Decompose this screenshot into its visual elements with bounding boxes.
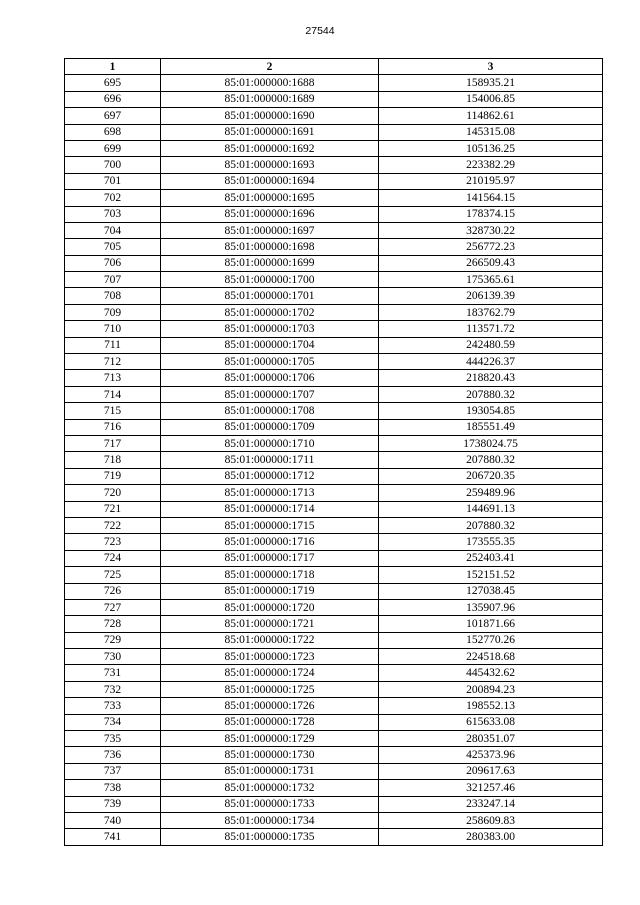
cadastral-number-cell: 85:01:000000:1722 — [161, 632, 379, 648]
table-row — [65, 616, 603, 632]
row-number-cell: 701 — [65, 173, 161, 189]
row-number-cell: 707 — [65, 272, 161, 288]
value-cell: 256772.23 — [379, 239, 603, 255]
row-number-cell: 695 — [65, 75, 161, 91]
row-number-cell: 716 — [65, 419, 161, 435]
cadastral-number-cell: 85:01:000000:1716 — [161, 534, 379, 550]
row-number-cell: 723 — [65, 534, 161, 550]
table-row — [65, 321, 603, 337]
row-number-cell: 738 — [65, 780, 161, 796]
row-number-cell: 697 — [65, 108, 161, 124]
cadastral-number-cell: 85:01:000000:1705 — [161, 354, 379, 370]
value-cell: 144691.13 — [379, 501, 603, 517]
cadastral-number-cell: 85:01:000000:1707 — [161, 386, 379, 402]
cadastral-number-cell: 85:01:000000:1721 — [161, 616, 379, 632]
value-cell: 258609.83 — [379, 812, 603, 828]
value-cell: 127038.45 — [379, 583, 603, 599]
cadastral-number-cell: 85:01:000000:1689 — [161, 91, 379, 107]
cadastral-number-cell: 85:01:000000:1702 — [161, 304, 379, 320]
table-row — [65, 108, 603, 124]
cadastral-number-cell: 85:01:000000:1713 — [161, 485, 379, 501]
table-row — [65, 517, 603, 533]
cadastral-number-cell: 85:01:000000:1698 — [161, 239, 379, 255]
value-cell: 141564.15 — [379, 190, 603, 206]
table-row — [65, 124, 603, 140]
cadastral-number-cell: 85:01:000000:1693 — [161, 157, 379, 173]
row-number-cell: 735 — [65, 731, 161, 747]
value-cell: 425373.96 — [379, 747, 603, 763]
row-number-cell: 736 — [65, 747, 161, 763]
row-number-cell: 708 — [65, 288, 161, 304]
table-row — [65, 173, 603, 189]
table-row — [65, 452, 603, 468]
value-cell: 193054.85 — [379, 403, 603, 419]
row-number-cell: 737 — [65, 763, 161, 779]
cadastral-number-cell: 85:01:000000:1694 — [161, 173, 379, 189]
value-cell: 444226.37 — [379, 354, 603, 370]
row-number-cell: 722 — [65, 517, 161, 533]
table-row — [65, 665, 603, 681]
cadastral-number-cell: 85:01:000000:1730 — [161, 747, 379, 763]
cadastral-number-cell: 85:01:000000:1717 — [161, 550, 379, 566]
value-cell: 218820.43 — [379, 370, 603, 386]
data-table — [64, 58, 603, 846]
row-number-cell: 715 — [65, 403, 161, 419]
cadastral-number-cell: 85:01:000000:1710 — [161, 435, 379, 451]
page-number: 27544 — [305, 25, 335, 37]
table-row — [65, 304, 603, 320]
value-cell: 207880.32 — [379, 386, 603, 402]
row-number-cell: 700 — [65, 157, 161, 173]
row-number-cell: 699 — [65, 140, 161, 156]
table-row — [65, 468, 603, 484]
column-header-3: 3 — [379, 59, 603, 75]
row-number-cell: 718 — [65, 452, 161, 468]
value-cell: 321257.46 — [379, 780, 603, 796]
cadastral-number-cell: 85:01:000000:1709 — [161, 419, 379, 435]
table-row — [65, 681, 603, 697]
cadastral-number-cell: 85:01:000000:1724 — [161, 665, 379, 681]
value-cell: 200894.23 — [379, 681, 603, 697]
value-cell: 328730.22 — [379, 222, 603, 238]
cadastral-number-cell: 85:01:000000:1723 — [161, 649, 379, 665]
column-header-1: 1 — [65, 59, 161, 75]
value-cell: 210195.97 — [379, 173, 603, 189]
table-row — [65, 337, 603, 353]
row-number-cell: 731 — [65, 665, 161, 681]
table-row — [65, 403, 603, 419]
value-cell: 145315.08 — [379, 124, 603, 140]
row-number-cell: 734 — [65, 714, 161, 730]
table-row — [65, 583, 603, 599]
row-number-cell: 725 — [65, 567, 161, 583]
table-row — [65, 485, 603, 501]
value-cell: 152770.26 — [379, 632, 603, 648]
value-cell: 152151.52 — [379, 567, 603, 583]
value-cell: 158935.21 — [379, 75, 603, 91]
table-row — [65, 763, 603, 779]
value-cell: 207880.32 — [379, 517, 603, 533]
cadastral-number-cell: 85:01:000000:1706 — [161, 370, 379, 386]
value-cell: 224518.68 — [379, 649, 603, 665]
cadastral-number-cell: 85:01:000000:1695 — [161, 190, 379, 206]
cadastral-number-cell: 85:01:000000:1725 — [161, 681, 379, 697]
table-row — [65, 714, 603, 730]
row-number-cell: 698 — [65, 124, 161, 140]
value-cell: 113571.72 — [379, 321, 603, 337]
table-row — [65, 649, 603, 665]
row-number-cell: 726 — [65, 583, 161, 599]
cadastral-number-cell: 85:01:000000:1733 — [161, 796, 379, 812]
table-row — [65, 386, 603, 402]
row-number-cell: 732 — [65, 681, 161, 697]
value-cell: 209617.63 — [379, 763, 603, 779]
table-row — [65, 239, 603, 255]
cadastral-number-cell: 85:01:000000:1692 — [161, 140, 379, 156]
table-row — [65, 632, 603, 648]
row-number-cell: 706 — [65, 255, 161, 271]
row-number-cell: 712 — [65, 354, 161, 370]
value-cell: 445432.62 — [379, 665, 603, 681]
value-cell: 615633.08 — [379, 714, 603, 730]
row-number-cell: 696 — [65, 91, 161, 107]
table-row — [65, 75, 603, 91]
table-row — [65, 812, 603, 828]
value-cell: 1738024.75 — [379, 435, 603, 451]
table-row — [65, 567, 603, 583]
value-cell: 185551.49 — [379, 419, 603, 435]
row-number-cell: 733 — [65, 698, 161, 714]
cadastral-number-cell: 85:01:000000:1703 — [161, 321, 379, 337]
value-cell: 105136.25 — [379, 140, 603, 156]
row-number-cell: 729 — [65, 632, 161, 648]
row-number-cell: 730 — [65, 649, 161, 665]
cadastral-number-cell: 85:01:000000:1690 — [161, 108, 379, 124]
value-cell: 198552.13 — [379, 698, 603, 714]
value-cell: 101871.66 — [379, 616, 603, 632]
cadastral-number-cell: 85:01:000000:1715 — [161, 517, 379, 533]
value-cell: 173555.35 — [379, 534, 603, 550]
table-row — [65, 534, 603, 550]
cadastral-number-cell: 85:01:000000:1712 — [161, 468, 379, 484]
value-cell: 223382.29 — [379, 157, 603, 173]
cadastral-number-cell: 85:01:000000:1688 — [161, 75, 379, 91]
value-cell: 183762.79 — [379, 304, 603, 320]
row-number-cell: 702 — [65, 190, 161, 206]
column-header-2: 2 — [161, 59, 379, 75]
cadastral-number-cell: 85:01:000000:1711 — [161, 452, 379, 468]
table-row — [65, 501, 603, 517]
cadastral-number-cell: 85:01:000000:1729 — [161, 731, 379, 747]
cadastral-number-cell: 85:01:000000:1701 — [161, 288, 379, 304]
value-cell: 206139.39 — [379, 288, 603, 304]
table-row — [65, 370, 603, 386]
value-cell: 233247.14 — [379, 796, 603, 812]
table-row — [65, 272, 603, 288]
value-cell: 252403.41 — [379, 550, 603, 566]
table-body — [65, 75, 603, 845]
value-cell: 207880.32 — [379, 452, 603, 468]
row-number-cell: 704 — [65, 222, 161, 238]
value-cell: 178374.15 — [379, 206, 603, 222]
row-number-cell: 705 — [65, 239, 161, 255]
row-number-cell: 741 — [65, 829, 161, 845]
table-row — [65, 747, 603, 763]
table-row — [65, 206, 603, 222]
table-header-row — [65, 59, 603, 75]
table-row — [65, 354, 603, 370]
row-number-cell: 721 — [65, 501, 161, 517]
table-row — [65, 550, 603, 566]
cadastral-number-cell: 85:01:000000:1699 — [161, 255, 379, 271]
cadastral-number-cell: 85:01:000000:1731 — [161, 763, 379, 779]
table-row — [65, 222, 603, 238]
value-cell: 114862.61 — [379, 108, 603, 124]
value-cell: 266509.43 — [379, 255, 603, 271]
cadastral-number-cell: 85:01:000000:1714 — [161, 501, 379, 517]
table-row — [65, 796, 603, 812]
cadastral-number-cell: 85:01:000000:1691 — [161, 124, 379, 140]
value-cell: 135907.96 — [379, 599, 603, 615]
value-cell: 280351.07 — [379, 731, 603, 747]
cadastral-number-cell: 85:01:000000:1700 — [161, 272, 379, 288]
table-row — [65, 91, 603, 107]
row-number-cell: 703 — [65, 206, 161, 222]
table-row — [65, 190, 603, 206]
row-number-cell: 709 — [65, 304, 161, 320]
value-cell: 242480.59 — [379, 337, 603, 353]
table-row — [65, 435, 603, 451]
cadastral-number-cell: 85:01:000000:1734 — [161, 812, 379, 828]
value-cell: 280383.00 — [379, 829, 603, 845]
table-row — [65, 157, 603, 173]
cadastral-number-cell: 85:01:000000:1708 — [161, 403, 379, 419]
table-row — [65, 140, 603, 156]
table-row — [65, 731, 603, 747]
row-number-cell: 711 — [65, 337, 161, 353]
table-row — [65, 255, 603, 271]
cadastral-number-cell: 85:01:000000:1696 — [161, 206, 379, 222]
row-number-cell: 724 — [65, 550, 161, 566]
row-number-cell: 719 — [65, 468, 161, 484]
row-number-cell: 713 — [65, 370, 161, 386]
value-cell: 206720.35 — [379, 468, 603, 484]
cadastral-number-cell: 85:01:000000:1735 — [161, 829, 379, 845]
table-row — [65, 419, 603, 435]
cadastral-number-cell: 85:01:000000:1728 — [161, 714, 379, 730]
row-number-cell: 727 — [65, 599, 161, 615]
row-number-cell: 728 — [65, 616, 161, 632]
row-number-cell: 714 — [65, 386, 161, 402]
table-row — [65, 829, 603, 845]
cadastral-number-cell: 85:01:000000:1718 — [161, 567, 379, 583]
cadastral-number-cell: 85:01:000000:1697 — [161, 222, 379, 238]
cadastral-number-cell: 85:01:000000:1732 — [161, 780, 379, 796]
table-row — [65, 599, 603, 615]
cadastral-number-cell: 85:01:000000:1719 — [161, 583, 379, 599]
row-number-cell: 739 — [65, 796, 161, 812]
table-row — [65, 698, 603, 714]
table-row — [65, 780, 603, 796]
cadastral-number-cell: 85:01:000000:1704 — [161, 337, 379, 353]
row-number-cell: 717 — [65, 435, 161, 451]
cadastral-number-cell: 85:01:000000:1726 — [161, 698, 379, 714]
row-number-cell: 740 — [65, 812, 161, 828]
value-cell: 175365.61 — [379, 272, 603, 288]
cadastral-number-cell: 85:01:000000:1720 — [161, 599, 379, 615]
value-cell: 154006.85 — [379, 91, 603, 107]
table-row — [65, 288, 603, 304]
row-number-cell: 720 — [65, 485, 161, 501]
value-cell: 259489.96 — [379, 485, 603, 501]
row-number-cell: 710 — [65, 321, 161, 337]
